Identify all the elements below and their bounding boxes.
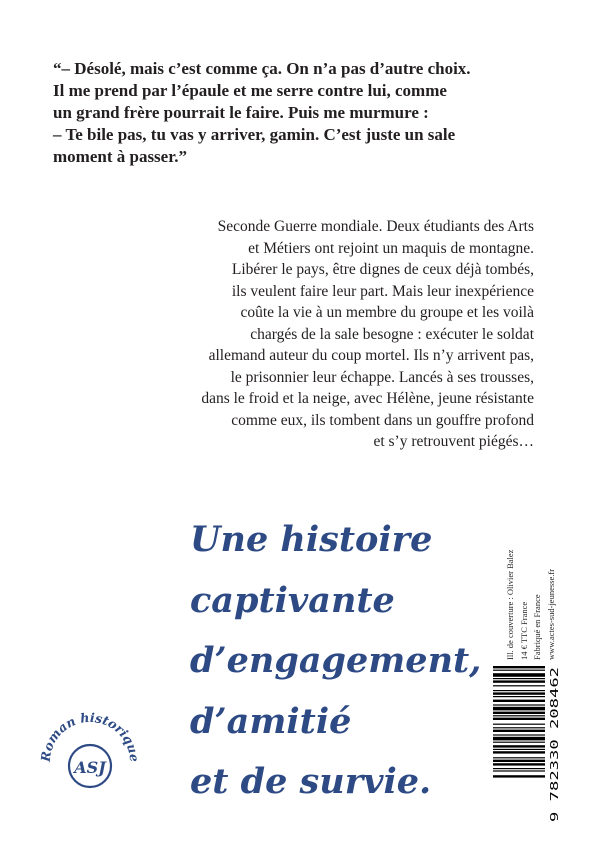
barcode-bar bbox=[493, 745, 545, 747]
barcode-bar bbox=[493, 712, 545, 714]
barcode-bar bbox=[493, 742, 545, 743]
barcode-bar bbox=[493, 751, 545, 753]
tagline-line: Une histoire bbox=[190, 519, 433, 560]
tagline-line: d’amitié bbox=[190, 700, 352, 742]
credit-price: 14 € TTC France bbox=[519, 601, 529, 660]
summary-line: dans le froid et la neige, avec Hélène, jeune résistante bbox=[201, 390, 534, 407]
publisher-credits bbox=[504, 545, 564, 660]
barcode-bar bbox=[493, 770, 545, 771]
back-cover-quote bbox=[53, 58, 553, 168]
barcode-bar bbox=[493, 666, 545, 668]
barcode-bar bbox=[493, 707, 545, 711]
barcode-bar bbox=[493, 730, 545, 732]
barcode-bar bbox=[493, 718, 545, 720]
barcode-bar bbox=[493, 690, 545, 691]
summary-line: Libérer le pays, être dignes de ceux déjà tombés, bbox=[231, 261, 534, 278]
barcode-number: 9 782330 208462 bbox=[548, 722, 561, 822]
isbn-barcode bbox=[493, 664, 563, 824]
barcode-bar bbox=[493, 775, 545, 777]
tagline-line: d’engagement, bbox=[190, 640, 482, 681]
barcode-bar bbox=[493, 673, 545, 677]
tagline bbox=[190, 510, 490, 813]
summary-line: et s’y retrouvent piégés… bbox=[373, 433, 534, 450]
logo-arc-text: Roman historique bbox=[37, 709, 143, 763]
quote-line: moment à passer.” bbox=[53, 147, 187, 166]
quote-line: – Te bile pas, tu vas y arriver, gamin. C’est juste un sale bbox=[53, 125, 456, 144]
tagline-line: et de survie. bbox=[190, 761, 432, 802]
credit-illustration: Ill. de couverture : Olivier Balez bbox=[505, 549, 515, 660]
summary-line: ils veulent faire leur part. Mais leur inexpérience bbox=[231, 282, 534, 300]
summary-line: allemand auteur du coup mortel. Ils n’y arrivent pas, bbox=[208, 347, 534, 364]
quote-line: Il me prend par l’épaule et me serre contre lui, comme bbox=[53, 81, 447, 100]
barcode-bar bbox=[493, 727, 545, 728]
summary-line: chargés de la sale besogne : exécuter le soldat bbox=[250, 325, 534, 343]
summary-line: comme eux, ils tombent dans un gouffre profond bbox=[231, 411, 534, 429]
barcode-bar bbox=[493, 692, 545, 694]
barcode-bar bbox=[493, 749, 545, 750]
summary-line: le prisonnier leur échappe. Lancés à ses trousses, bbox=[230, 368, 534, 386]
barcode-bar bbox=[493, 696, 545, 697]
barcode-bar bbox=[493, 715, 545, 716]
barcode-bar bbox=[493, 680, 545, 682]
quote-line: un grand frère pourrait le faire. Puis me murmure : bbox=[53, 103, 429, 122]
barcode-bar bbox=[493, 760, 545, 762]
barcode-bar bbox=[493, 700, 545, 702]
quote-line: “– Désolé, mais c’est comme ça. On n’a pas d’autre choix. bbox=[53, 59, 471, 78]
barcode-bar bbox=[493, 704, 545, 705]
barcode-bar bbox=[493, 734, 545, 735]
barcode-bar bbox=[493, 737, 545, 741]
barcode-bars bbox=[493, 666, 545, 778]
barcode-bar bbox=[493, 763, 545, 765]
barcode-bar bbox=[493, 757, 545, 758]
summary-line: coûte la vie à un membre du groupe et les voilà bbox=[240, 304, 534, 321]
summary-line: Seconde Guerre mondiale. Deux étudiants des Arts bbox=[217, 218, 534, 235]
barcode-bar bbox=[493, 724, 545, 725]
barcode-bar bbox=[493, 678, 545, 679]
credit-website: www.actes-sud-jeunesse.fr bbox=[546, 568, 556, 660]
barcode-bar bbox=[493, 768, 545, 769]
barcode-bar bbox=[493, 685, 545, 686]
logo-monogram: ASJ bbox=[74, 758, 106, 777]
summary-line: et Métiers ont rejoint un maquis de montagne. bbox=[248, 239, 534, 257]
tagline-line: captivante bbox=[190, 579, 395, 621]
roman-historique-logo bbox=[28, 688, 148, 798]
book-summary bbox=[114, 216, 534, 453]
credit-made-in: Fabriqué en France bbox=[532, 594, 542, 660]
barcode-bar bbox=[493, 670, 545, 671]
